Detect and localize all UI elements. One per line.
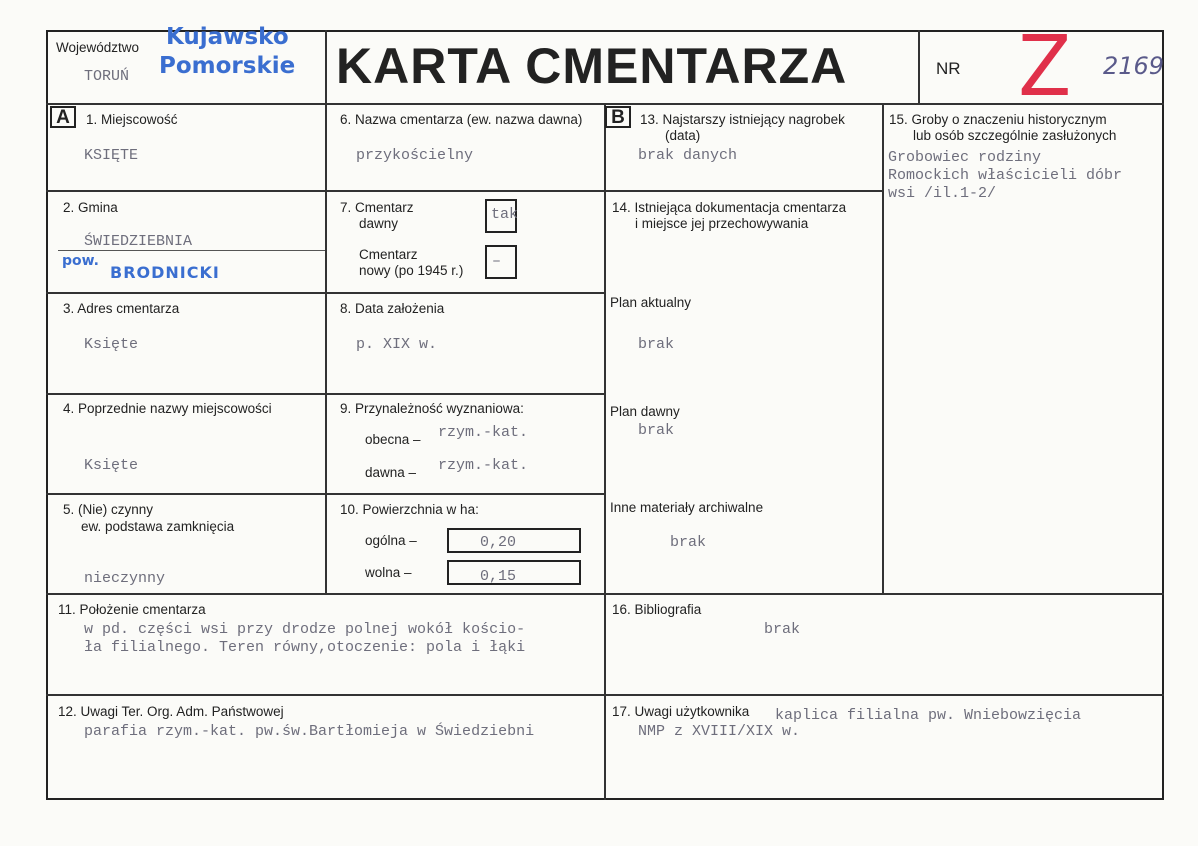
field-4-value: Księte — [84, 457, 139, 474]
field-5-label-line2: ew. podstawa zamknięcia — [81, 519, 235, 534]
field-11-value-line1: w pd. części wsi przy drodze polnej wokół kościo- — [84, 621, 526, 638]
field-15-value-line2: Romockich właścicieli dóbr — [888, 167, 1123, 184]
field-15-value-line1: Grobowiec rodziny — [888, 149, 1042, 166]
plan-dawny-value: brak — [638, 422, 675, 439]
field-7-label: 7. Cmentarz — [340, 200, 414, 215]
field-16-value: brak — [764, 621, 801, 638]
plan-dawny-label: Plan dawny — [610, 404, 680, 419]
plan-aktualny-value: brak — [638, 336, 675, 353]
field-6-value: przykościelny — [356, 147, 474, 164]
wojewodztwo-stamp-line1: Kujawsko — [166, 24, 289, 50]
plan-aktualny-label: Plan aktualny — [610, 295, 692, 310]
inne-materialy-value: brak — [670, 534, 707, 551]
field-15-value-line3: wsi /il.1-2/ — [888, 185, 997, 202]
section-a-marker: A — [50, 106, 76, 128]
field-3-label: 3. Adres cmentarza — [63, 301, 180, 316]
section-b-marker: B — [605, 106, 631, 128]
divider — [605, 190, 883, 192]
field-9-obecna-value: rzym.-kat. — [438, 424, 529, 441]
field-13-label: 13. Najstarszy istniejący nagrobek — [640, 112, 845, 127]
nr-label: NR — [936, 59, 961, 78]
field-15-label-line2: lub osób szczególnie zasłużonych — [913, 128, 1117, 143]
field-14-label: 14. Istniejąca dokumentacja cmentarza — [612, 200, 847, 215]
field-5-label: 5. (Nie) czynny — [63, 502, 154, 517]
field-10-ogolna-value: 0,20 — [480, 534, 517, 551]
divider — [604, 103, 606, 800]
divider — [918, 30, 920, 104]
field-2-value: ŚWIEDZIEBNIA — [84, 233, 193, 250]
field-7-nowy-label-line2: nowy (po 1945 r.) — [359, 263, 464, 278]
field-2-pow-value: BRODNICKI — [110, 263, 220, 282]
field-15-label: 15. Groby o znaczeniu historycznym — [889, 112, 1107, 127]
field-11-label: 11. Położenie cmentarza — [58, 602, 206, 617]
field-9-label: 9. Przynależność wyznaniowa: — [340, 401, 524, 416]
nr-letter: Z — [1018, 17, 1072, 115]
field-1-label: 1. Miejscowość — [86, 112, 178, 127]
field-17-value-line2: NMP z XVIII/XIX w. — [638, 723, 801, 740]
field-6-label: 6. Nazwa cmentarza (ew. nazwa dawna) — [340, 112, 583, 127]
field-5-value: nieczynny — [84, 570, 166, 587]
field-7-label-line2: dawny — [359, 216, 399, 231]
divider — [325, 30, 327, 594]
wojewodztwo-typed: TORUŃ — [84, 68, 130, 85]
field-1-value: KSIĘTE — [84, 147, 139, 164]
field-2-pow-prefix: pow. — [62, 253, 99, 269]
field-12-label: 12. Uwagi Ter. Org. Adm. Państwowej — [58, 704, 284, 719]
wojewodztwo-stamp-line2: Pomorskie — [159, 53, 296, 79]
field-7-nowy-value: – — [492, 253, 502, 270]
field-17-label: 17. Uwagi użytkownika — [612, 704, 750, 719]
field-13-label-line2: (data) — [665, 128, 701, 143]
field-10-label: 10. Powierzchnia w ha: — [340, 502, 479, 517]
field-13-value: brak danych — [638, 147, 738, 164]
field-8-label: 8. Data założenia — [340, 301, 445, 316]
field-10-ogolna-label: ogólna – — [365, 533, 417, 548]
field-10-wolna-label: wolna – — [365, 565, 412, 580]
field-14-label-line2: i miejsce jej przechowywania — [635, 216, 809, 231]
card-title: KARTA CMENTARZA — [336, 38, 848, 94]
field-9-dawna-value: rzym.-kat. — [438, 457, 529, 474]
wojewodztwo-label: Województwo — [56, 40, 140, 55]
field-11-value-line2: ła filialnego. Teren równy,otoczenie: pola i łąki — [84, 639, 526, 656]
field-2-label: 2. Gmina — [63, 200, 118, 215]
field-3-value: Księte — [84, 336, 139, 353]
field-9-dawna-label: dawna – — [365, 465, 417, 480]
field-7-nowy-label: Cmentarz — [359, 247, 418, 262]
nr-number: 2169 — [1103, 52, 1165, 80]
field-9-obecna-label: obecna – — [365, 432, 421, 447]
field-16-label: 16. Bibliografia — [612, 602, 702, 617]
field-8-value: p. XIX w. — [356, 336, 438, 353]
field-4-label: 4. Poprzednie nazwy miejscowości — [63, 401, 272, 416]
divider — [882, 103, 884, 594]
field-7-dawny-value: tak — [491, 206, 519, 223]
field-17-value-line1: kaplica filialna pw. Wniebowzięcia — [775, 707, 1082, 724]
field-12-value: parafia rzym.-kat. pw.św.Bartłomieja w Świedziebni — [84, 723, 535, 740]
inne-materialy-label: Inne materiały archiwalne — [610, 500, 764, 515]
field-10-wolna-value: 0,15 — [480, 568, 517, 585]
